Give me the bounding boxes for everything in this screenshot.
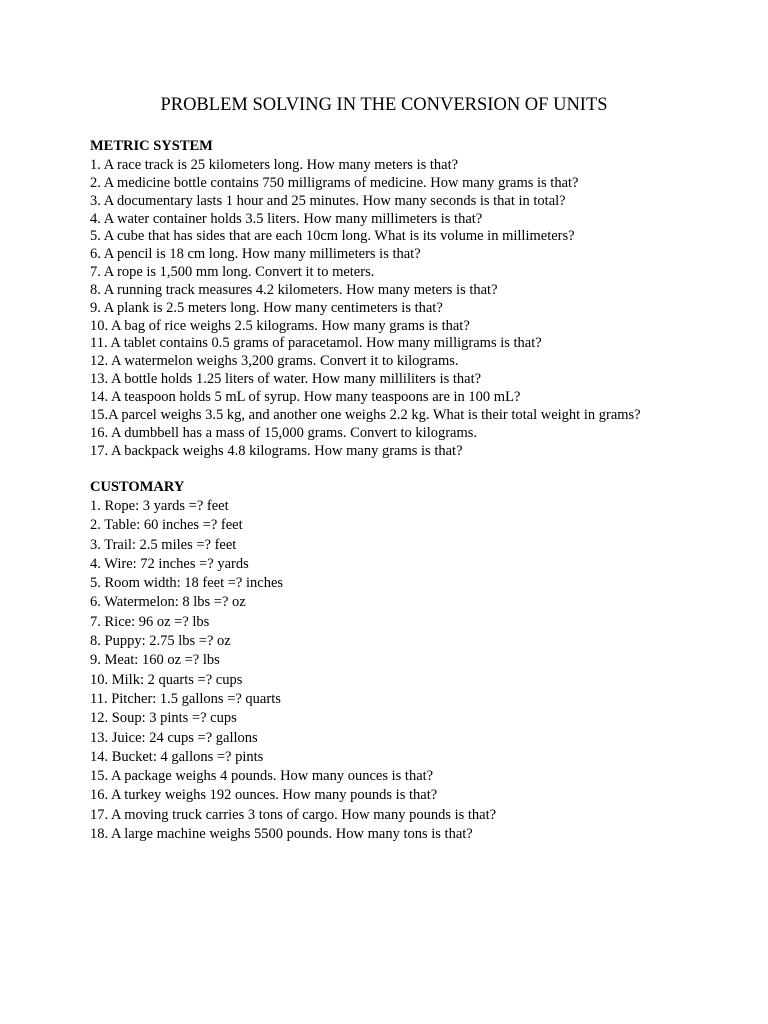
metric-problem-item: 3. A documentary lasts 1 hour and 25 minutes. How many seconds is that in total? <box>90 192 566 209</box>
customary-problem-item: 3. Trail: 2.5 miles =? feet <box>90 536 237 553</box>
customary-problem-item: 7. Rice: 96 oz =? lbs <box>90 613 210 630</box>
customary-problem-item: 6. Watermelon: 8 lbs =? oz <box>90 594 246 611</box>
page-title: PROBLEM SOLVING IN THE CONVERSION OF UNITS <box>160 95 608 115</box>
metric-problem-item: 16. A dumbbell has a mass of 15,000 grams. Convert to kilograms. <box>90 424 478 441</box>
customary-problem-item: 12. Soup: 3 pints =? cups <box>90 710 237 727</box>
customary-problem-item: 9. Meat: 160 oz =? lbs <box>90 652 220 669</box>
customary-problem-item: 4. Wire: 72 inches =? yards <box>90 555 249 572</box>
metric-section-heading: METRIC SYSTEM <box>90 138 213 154</box>
metric-problem-item: 15.A parcel weighs 3.5 kg, and another one weighs 2.2 kg. What is their total weight in grams? <box>90 406 641 423</box>
metric-problem-item: 11. A tablet contains 0.5 grams of paracetamol. How many milligrams is that? <box>90 335 542 352</box>
metric-problem-item: 1. A race track is 25 kilometers long. How many meters is that? <box>90 157 459 173</box>
customary-section-heading: CUSTOMARY <box>90 479 185 495</box>
customary-problem-list <box>90 497 496 844</box>
customary-problem-item: 10. Milk: 2 quarts =? cups <box>90 671 243 688</box>
customary-problem-item: 1. Rope: 3 yards =? feet <box>90 498 229 514</box>
metric-problem-item: 10. A bag of rice weighs 2.5 kilograms. How many grams is that? <box>90 317 470 334</box>
customary-problem-item: 11. Pitcher: 1.5 gallons =? quarts <box>90 690 281 707</box>
metric-problem-item: 4. A water container holds 3.5 liters. How many millimeters is that? <box>90 210 483 227</box>
customary-problem-item: 17. A moving truck carries 3 tons of cargo. How many pounds is that? <box>90 806 497 823</box>
metric-problem-item: 6. A pencil is 18 cm long. How many millimeters is that? <box>90 246 421 263</box>
metric-problem-item: 2. A medicine bottle contains 750 milligrams of medicine. How many grams is that? <box>90 174 579 191</box>
customary-problem-item: 15. A package weighs 4 pounds. How many ounces is that? <box>90 768 434 785</box>
metric-problem-item: 7. A rope is 1,500 mm long. Convert it to meters. <box>90 264 375 281</box>
customary-problem-item: 16. A turkey weighs 192 ounces. How many pounds is that? <box>90 787 438 804</box>
metric-problem-list <box>90 157 641 460</box>
customary-problem-item: 5. Room width: 18 feet =? inches <box>90 575 284 592</box>
customary-problem-item: 8. Puppy: 2.75 lbs =? oz <box>90 633 231 650</box>
metric-problem-item: 14. A teaspoon holds 5 mL of syrup. How many teaspoons are in 100 mL? <box>90 388 521 405</box>
metric-problem-item: 13. A bottle holds 1.25 liters of water. How many milliliters is that? <box>90 371 482 388</box>
customary-problem-item: 18. A large machine weighs 5500 pounds. How many tons is that? <box>90 826 473 843</box>
customary-problem-item: 13. Juice: 24 cups =? gallons <box>90 729 258 746</box>
metric-problem-item: 17. A backpack weighs 4.8 kilograms. How many grams is that? <box>90 442 463 459</box>
customary-problem-item: 14. Bucket: 4 gallons =? pints <box>90 748 264 765</box>
customary-problem-item: 2. Table: 60 inches =? feet <box>90 517 243 534</box>
metric-problem-item: 12. A watermelon weighs 3,200 grams. Convert it to kilograms. <box>90 353 459 370</box>
metric-problem-item: 9. A plank is 2.5 meters long. How many centimeters is that? <box>90 299 443 316</box>
metric-problem-item: 5. A cube that has sides that are each 10cm long. What is its volume in millimeters? <box>90 228 575 245</box>
metric-problem-item: 8. A running track measures 4.2 kilometers. How many meters is that? <box>90 281 498 298</box>
